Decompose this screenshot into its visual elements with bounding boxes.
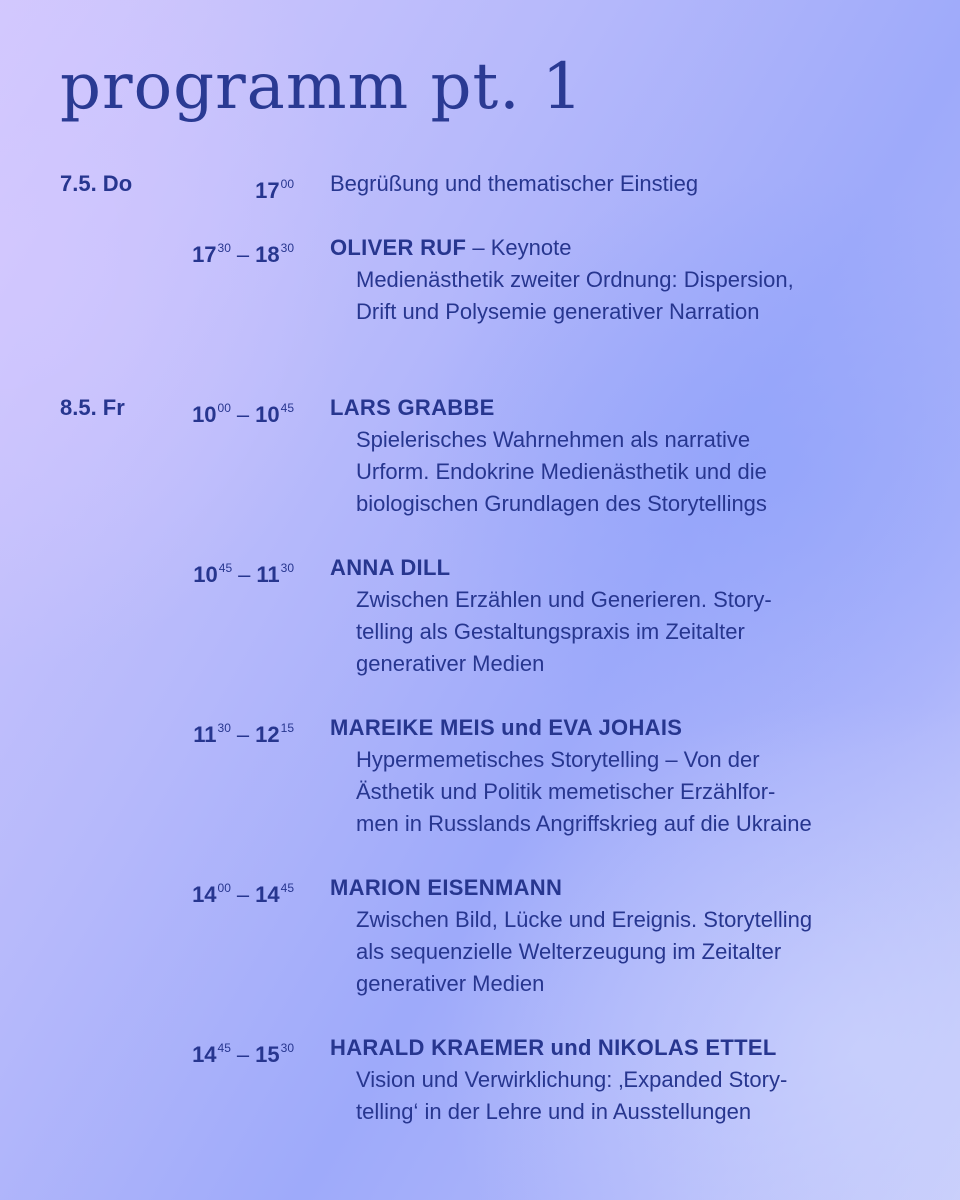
talk-title-line: Zwischen Bild, Lücke und Ereignis. Storytelling	[356, 907, 813, 932]
start-minute: 00	[217, 401, 231, 415]
speaker-name: HARALD KRAEMER	[330, 1035, 545, 1060]
session-heading	[330, 168, 698, 200]
start-hour: 11	[193, 722, 217, 747]
speaker-name: ANNA DILL	[330, 555, 451, 580]
speaker-name: MARION EISENMANN	[330, 875, 563, 900]
day-label: 7.5. Do	[60, 171, 133, 196]
session-heading	[330, 392, 495, 424]
time-dash: –	[236, 1042, 250, 1067]
end-hour: 12	[255, 722, 280, 747]
session-heading	[330, 872, 562, 904]
session-heading	[330, 552, 450, 584]
time-dash: –	[236, 722, 250, 747]
end-minute: 30	[280, 561, 294, 575]
speaker-joiner: und	[501, 715, 543, 740]
end-hour: 15	[255, 1042, 280, 1067]
talk-title-line: Vision und Verwirklichung: ‚Expanded Story-	[356, 1067, 788, 1092]
talk-title	[356, 1064, 916, 1128]
talk-title-line: telling‘ in der Lehre und in Ausstellungen	[356, 1099, 752, 1124]
start-minute: 30	[217, 241, 231, 255]
speaker-role: – Keynote	[472, 235, 572, 260]
time-slot	[192, 232, 294, 271]
time-dash: –	[238, 562, 251, 587]
talk-title-line: Medienästhetik zweiter Ordnung: Dispersion,	[356, 267, 794, 292]
end-hour: 11	[256, 562, 280, 587]
time-slot	[192, 872, 294, 911]
talk-title	[356, 264, 916, 328]
talk-title-line: Spielerisches Wahrnehmen als narrative	[356, 427, 751, 452]
start-hour: 10	[192, 402, 217, 427]
session-title: Begrüßung und thematischer Einstieg	[330, 171, 699, 196]
end-hour: 18	[255, 242, 280, 267]
start-minute: 00	[217, 881, 231, 895]
speaker-joiner: und	[550, 1035, 592, 1060]
end-minute: 15	[280, 721, 294, 735]
talk-title-line: Urform. Endokrine Medienästhetik und die	[356, 459, 767, 484]
time-slot	[192, 1032, 294, 1071]
start-hour: 17	[192, 242, 217, 267]
talk-title-line: Zwischen Erzählen und Generieren. Story-	[356, 587, 772, 612]
talk-title-line: Ästhetik und Politik memetischer Erzählfor-	[356, 779, 776, 804]
time-slot	[255, 168, 294, 207]
end-hour: 10	[255, 402, 280, 427]
start-hour: 17	[255, 178, 280, 203]
talk-title	[356, 584, 916, 680]
speaker-name: NIKOLAS ETTEL	[597, 1035, 777, 1060]
talk-title	[356, 424, 916, 520]
speaker-name: OLIVER RUF	[330, 235, 467, 260]
page-title: programm pt. 1	[60, 50, 584, 124]
start-hour: 14	[192, 1042, 217, 1067]
talk-title-line: Hypermemetisches Storytelling – Von der	[356, 747, 760, 772]
start-minute: 45	[218, 561, 233, 575]
talk-title-line: telling als Gestaltungspraxis im Zeitalter	[356, 619, 745, 644]
time-dash: –	[236, 242, 250, 267]
speaker-name: LARS GRABBE	[330, 395, 495, 420]
start-hour: 14	[192, 882, 217, 907]
talk-title-line: biologischen Grundlagen des Storytellings	[356, 491, 767, 516]
session-heading	[330, 232, 571, 264]
talk-title-line: generativer Medien	[356, 971, 545, 996]
talk-title-line: generativer Medien	[356, 651, 545, 676]
talk-title	[356, 744, 916, 840]
talk-title-line: als sequenzielle Welterzeugung im Zeitalter	[356, 939, 782, 964]
time-slot	[193, 552, 294, 591]
end-minute: 45	[280, 401, 294, 415]
session-heading	[330, 1032, 777, 1064]
session-heading	[330, 712, 682, 744]
time-dash: –	[236, 882, 250, 907]
talk-title-line: Drift und Polysemie generativer Narration	[356, 299, 760, 324]
end-hour: 14	[255, 882, 280, 907]
end-minute: 30	[280, 1041, 294, 1055]
time-slot	[193, 712, 294, 751]
speaker-name: EVA JOHAIS	[548, 715, 683, 740]
day-label: 8.5. Fr	[60, 395, 125, 420]
start-minute: 30	[217, 721, 231, 735]
start-minute: 45	[217, 1041, 231, 1055]
talk-title	[356, 904, 916, 1000]
start-hour: 10	[193, 562, 218, 587]
talk-title-line: men in Russlands Angriffskrieg auf die Ukraine	[356, 811, 812, 836]
start-minute: 00	[280, 177, 294, 191]
end-minute: 45	[280, 881, 294, 895]
time-dash: –	[236, 402, 250, 427]
speaker-name: MAREIKE MEIS	[330, 715, 495, 740]
end-minute: 30	[280, 241, 294, 255]
time-slot	[192, 392, 294, 431]
